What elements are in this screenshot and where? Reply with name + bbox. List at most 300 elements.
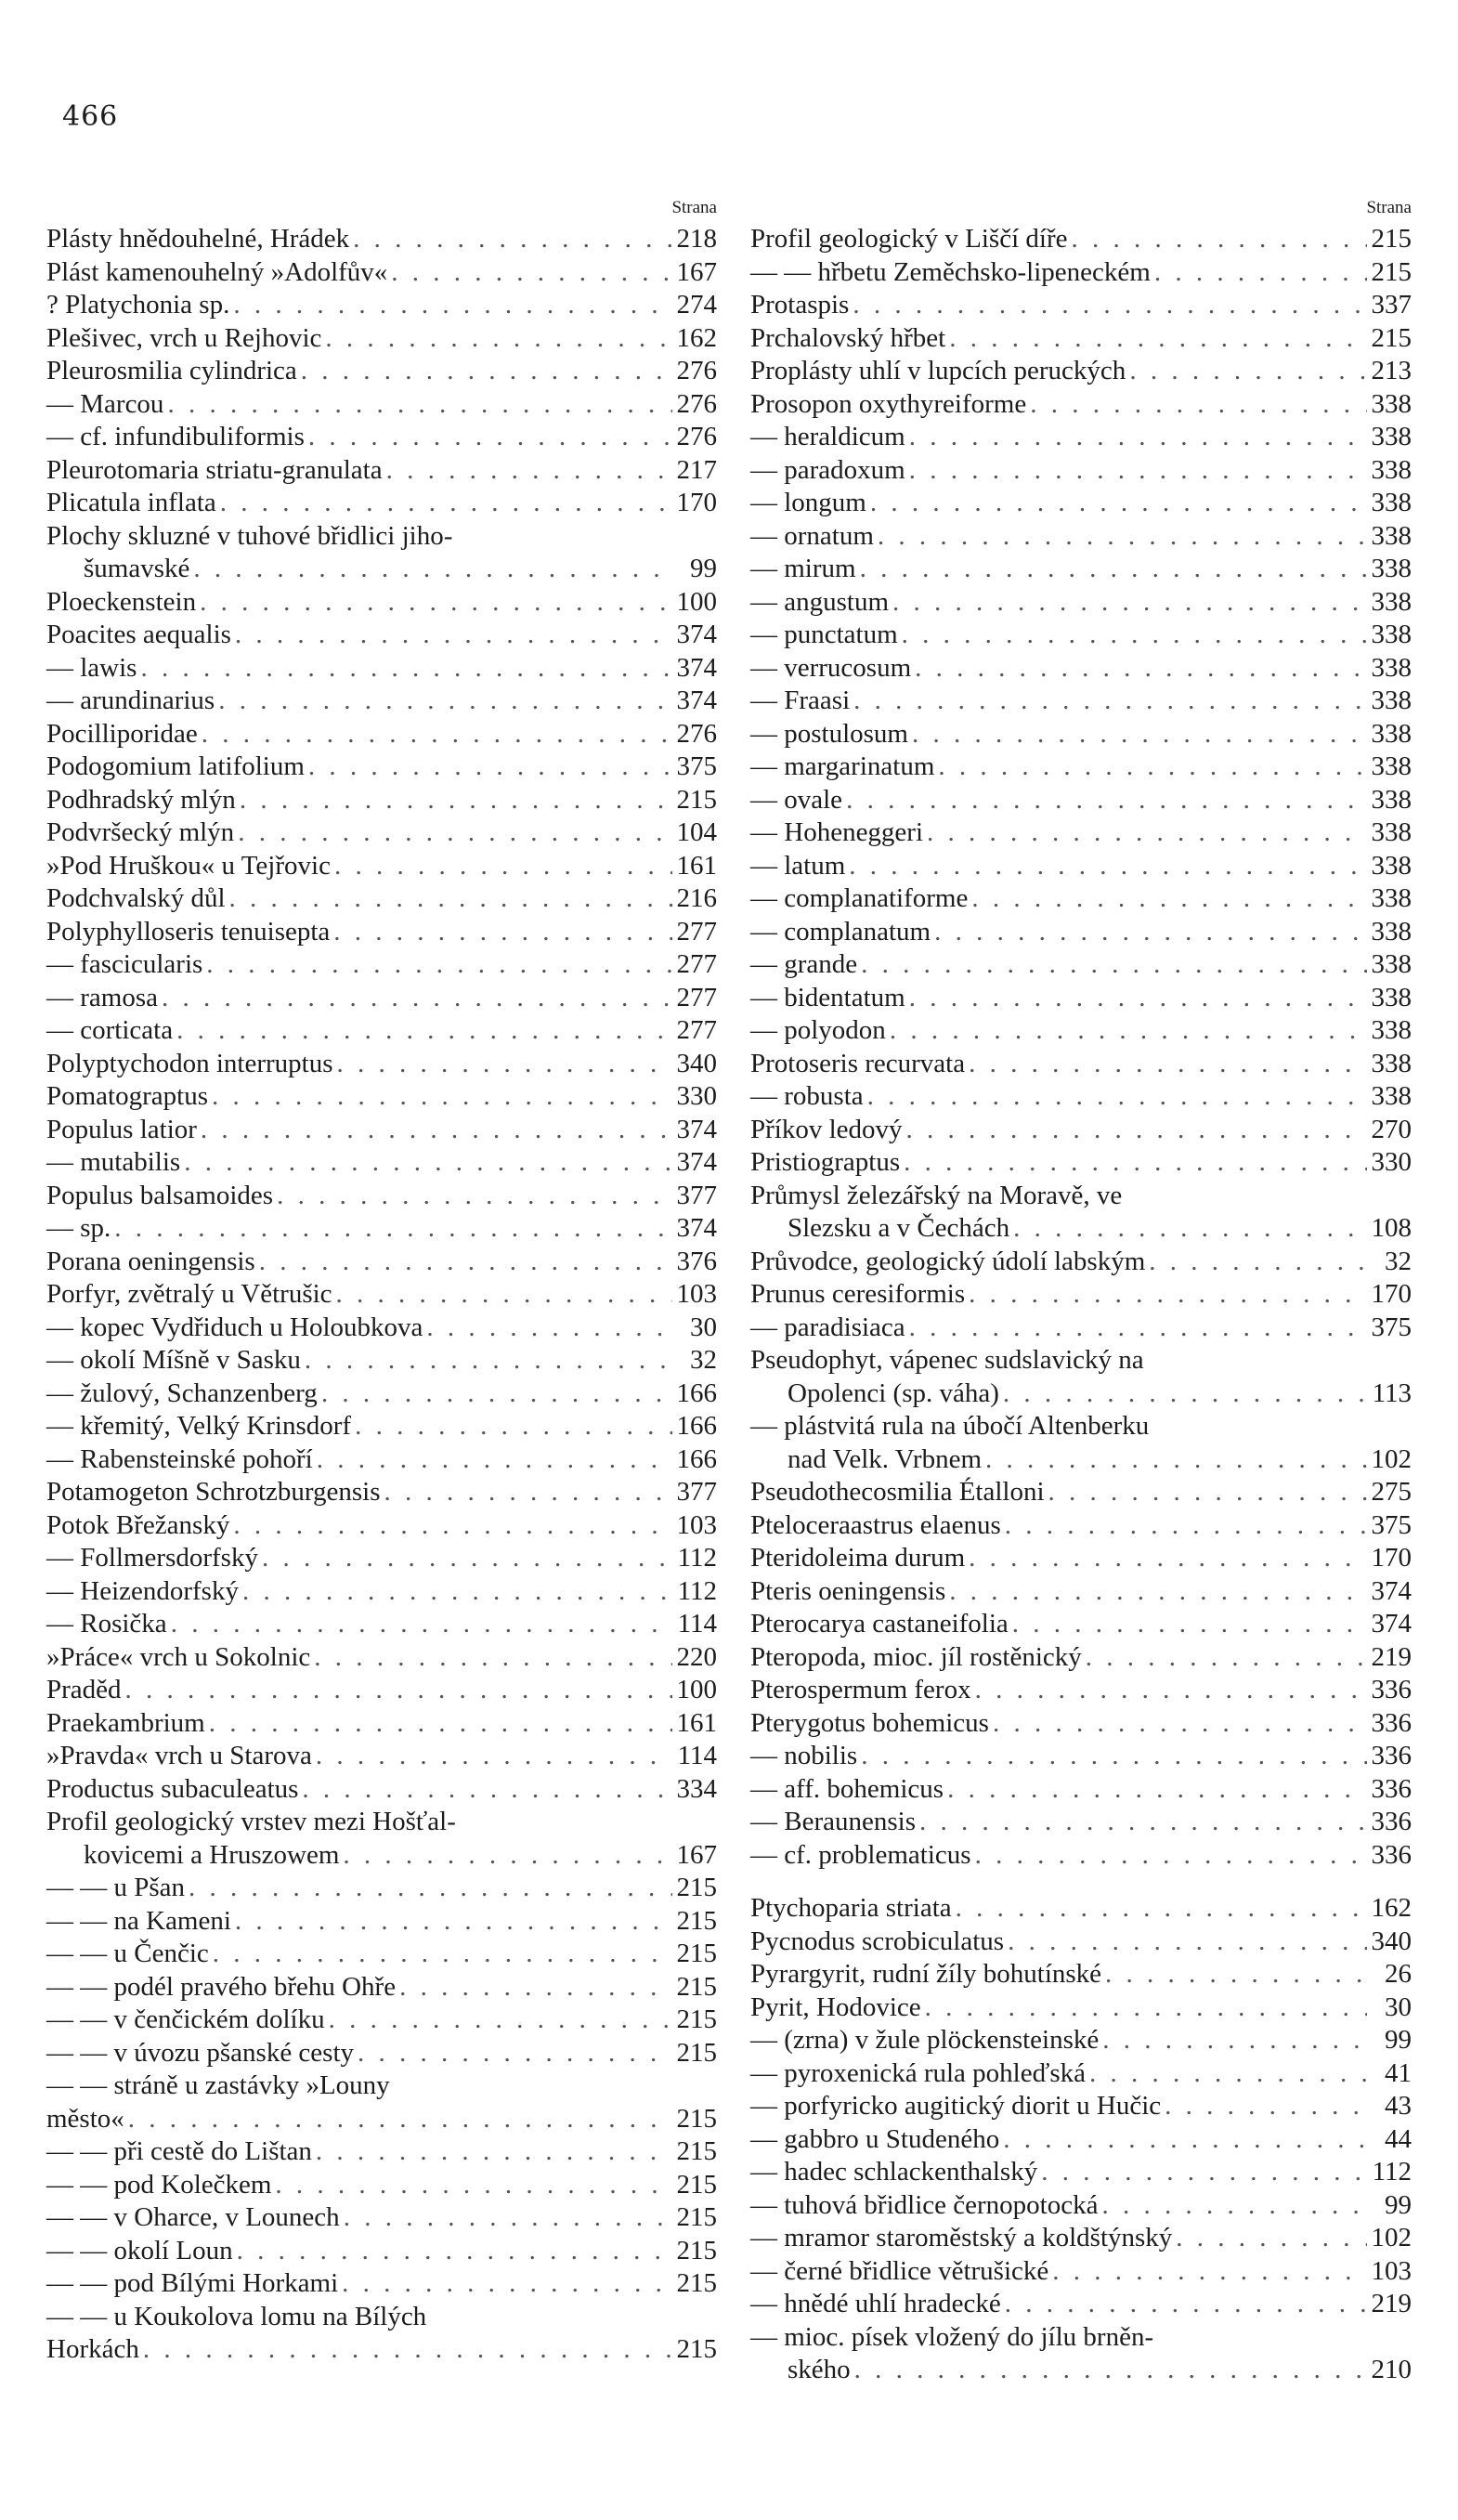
index-entry-label: — — v úvozu pšanské cesty	[46, 2037, 355, 2068]
index-entry	[750, 1542, 1412, 1575]
leader-dots	[905, 982, 1367, 1015]
leader-dots	[905, 421, 1367, 454]
index-entry	[46, 1410, 717, 1443]
index-entry	[46, 1938, 717, 1971]
index-entry	[46, 2235, 717, 2268]
index-entry	[46, 223, 717, 256]
index-entry	[750, 553, 1412, 586]
leader-dots	[911, 652, 1367, 685]
index-entry	[750, 1246, 1412, 1279]
index-entry-label: Průvodce, geologický údolí labským	[750, 1246, 1146, 1276]
index-entry-label: — cf. problematicus	[750, 1839, 971, 1870]
leader-dots	[1001, 2288, 1367, 2321]
index-entry	[750, 1344, 1412, 1378]
index-entry-label: Populus latior	[46, 1114, 197, 1144]
index-entry-label: — Heizendorfský	[46, 1575, 239, 1606]
index-entry-label: — kopec Vydřiduch u Holoubkova	[46, 1312, 423, 1342]
index-entry-page: 166	[676, 1411, 717, 1441]
index-entry-label: Průmysl železářský na Moravě, ve	[750, 1180, 1123, 1210]
index-entry	[46, 1674, 717, 1707]
index-entry-label: Porfyr, zvětralý u Větrušic	[46, 1279, 332, 1309]
index-entry-page: 215	[676, 1905, 717, 1936]
index-entry-label: — corticata	[46, 1015, 174, 1045]
index-entry-page: 112	[677, 1575, 717, 1606]
index-entry-label: Pocilliporidae	[46, 718, 198, 749]
column-header: Strana	[671, 198, 717, 217]
index-entry-label: nad Velk. Vrbnem	[788, 1443, 983, 1474]
index-entry	[46, 1872, 717, 1905]
index-entry-label: Polyptychodon interruptus	[46, 1048, 333, 1078]
index-entry-page: 218	[676, 224, 717, 254]
index-entry-page: 336	[1371, 1707, 1412, 1738]
leader-dots	[310, 1641, 672, 1675]
leader-dots	[349, 223, 672, 256]
index-entry-page: 340	[1371, 1926, 1412, 1956]
index-entry-label: Pleurotomaria striatu-granulata	[46, 454, 383, 485]
index-entry-label: Protoseris recurvata	[750, 1048, 966, 1078]
leader-dots	[258, 1542, 672, 1575]
index-entry	[46, 1146, 717, 1180]
index-entry-label: ? Platychonia sp.	[46, 290, 230, 320]
leader-dots	[952, 1892, 1367, 1926]
leader-dots	[908, 718, 1367, 751]
index-entry-page: 375	[1371, 1312, 1412, 1342]
index-entry-label: — mioc. písek vložený do jílu brněn-	[750, 2321, 1154, 2352]
index-entry-page: 220	[676, 1641, 717, 1672]
index-entry	[750, 1926, 1412, 1959]
index-entry-page: 161	[676, 850, 717, 881]
index-entry	[46, 1806, 717, 1839]
index-entry-label: — bidentatum	[750, 982, 905, 1012]
index-entry	[750, 1773, 1412, 1807]
index-entry-label: — robusta	[750, 1081, 864, 1111]
index-entry-page: 215	[676, 2235, 717, 2265]
leader-dots	[1145, 1246, 1367, 1279]
index-entry	[46, 1344, 717, 1378]
index-entry-label: Populus balsamoides	[46, 1180, 274, 1210]
index-entry	[46, 882, 717, 916]
leader-dots	[850, 685, 1367, 718]
index-entry-page: 337	[1371, 290, 1412, 320]
index-entry-page: 336	[1371, 1773, 1412, 1804]
index-entry-label: Pyrargyrit, rudní žíly bohutínské	[750, 1959, 1102, 1989]
index-entry-label: Podvršecký mlýn	[46, 817, 235, 847]
index-entry-page: 217	[676, 454, 717, 485]
index-entry-page: 166	[676, 1443, 717, 1474]
index-entry-label: — Hoheneggeri	[750, 817, 924, 847]
leader-dots	[273, 1180, 672, 1213]
index-entry-label: Porana oeningensis	[46, 1246, 255, 1276]
index-entry	[750, 1114, 1412, 1147]
index-entry	[46, 2070, 717, 2103]
index-entry-page: 102	[1371, 2223, 1412, 2252]
index-entry-label: — — u Čenčic	[46, 1939, 209, 1968]
index-entry	[750, 718, 1412, 751]
index-entry-label: Praekambrium	[46, 1707, 205, 1738]
index-entry	[750, 1312, 1412, 1345]
index-entry	[750, 1740, 1412, 1773]
leader-dots	[900, 1146, 1367, 1180]
index-entry-page: 102	[1371, 1443, 1412, 1474]
index-entry	[46, 1014, 717, 1048]
index-entry-page: 166	[676, 1378, 717, 1408]
index-entry-label: — Rosička	[46, 1609, 167, 1639]
page-number: 466	[62, 100, 119, 133]
index-entry-page: 338	[1371, 784, 1412, 815]
index-entry	[750, 256, 1412, 290]
index-entry-label: — — v čenčickém dolíku	[46, 2004, 325, 2034]
index-entry-label: — Follmersdorfský	[46, 1543, 258, 1573]
leader-dots	[338, 2267, 672, 2301]
leader-dots	[866, 487, 1367, 520]
leader-dots	[231, 1905, 672, 1939]
index-entry-label: Pseudophyt, vápenec sudslavický na	[750, 1345, 1144, 1375]
index-entry	[46, 652, 717, 685]
leader-dots	[1026, 388, 1367, 422]
index-entry	[750, 586, 1412, 620]
index-entry-page: 276	[676, 356, 717, 385]
index-entry-label: Plešivec, vrch u Rejhovic	[46, 322, 322, 353]
leader-dots	[305, 421, 672, 454]
leader-dots	[965, 1048, 1367, 1081]
index-entry	[46, 454, 717, 488]
index-entry	[46, 289, 717, 322]
index-entry	[46, 487, 717, 520]
leader-dots	[216, 487, 672, 520]
index-entry-page: 276	[676, 388, 717, 419]
index-entry-page: 114	[677, 1609, 717, 1639]
index-entry-label: — okolí Míšně v Sasku	[46, 1345, 301, 1375]
leader-dots	[173, 1014, 672, 1048]
index-entry	[46, 1278, 717, 1312]
index-entry	[46, 1476, 717, 1509]
index-entry-page: 215	[1371, 224, 1412, 254]
index-entry	[750, 1378, 1412, 1411]
index-entry-page: 216	[676, 883, 717, 913]
index-spacer	[750, 1872, 1412, 1892]
index-entry-label: kovicemi a Hruszowem	[84, 1839, 340, 1870]
index-entry	[750, 388, 1412, 422]
index-entry-page: 104	[676, 817, 717, 847]
index-entry-label: Productus subaculeatus	[46, 1773, 299, 1804]
index-entry-page: 338	[1371, 949, 1412, 979]
leader-dots	[231, 619, 672, 652]
index-entry-page: 334	[676, 1773, 717, 1804]
index-entry-page: 275	[1371, 1477, 1412, 1507]
leader-dots	[298, 1773, 672, 1807]
index-entry-page: 338	[1371, 916, 1412, 947]
leader-dots	[923, 816, 1367, 850]
index-entry-page: 338	[1371, 652, 1412, 683]
index-entry-label: — paradoxum	[750, 454, 905, 485]
index-entry-page: 114	[677, 1741, 717, 1770]
leader-dots	[945, 322, 1367, 356]
leader-dots	[905, 1312, 1367, 1345]
index-entry	[46, 1114, 717, 1147]
leader-dots	[137, 652, 672, 685]
leader-dots	[339, 1839, 672, 1873]
leader-dots	[903, 1114, 1367, 1147]
index-list	[750, 223, 1412, 2387]
index-entry-page: 162	[676, 322, 717, 353]
index-entry-label: — — u Koukolova lomu na Bílých	[46, 2301, 427, 2331]
index-entry-page: 377	[676, 1477, 717, 1507]
index-entry	[46, 948, 717, 982]
index-entry	[750, 916, 1412, 949]
index-column-left	[46, 193, 717, 2367]
leader-dots	[1086, 2057, 1367, 2091]
index-entry-page: 336	[1371, 1675, 1412, 1704]
column-header: Strana	[1366, 198, 1412, 217]
index-entry	[46, 1246, 717, 1279]
index-entry	[750, 2024, 1412, 2057]
index-entry	[46, 1443, 717, 1477]
leader-dots	[139, 2333, 672, 2367]
index-entry-label: — hnědé uhlí hradecké	[750, 2289, 1001, 2318]
index-entry-label: — sp.	[46, 1213, 111, 1243]
index-entry-page: 100	[676, 1675, 717, 1704]
index-entry-label: — — na Kameni	[46, 1905, 231, 1936]
index-entry-page: 330	[676, 1081, 717, 1111]
index-entry-label: šumavské	[84, 554, 190, 583]
index-entry-label: Prchalovský hřbet	[750, 322, 946, 353]
index-entry	[750, 1048, 1412, 1081]
leader-dots	[197, 1114, 672, 1147]
index-entry-page: 30	[1385, 1991, 1412, 2022]
leader-dots	[999, 1378, 1367, 1411]
index-entry-label: — porfyricko augitický diorit u Hučic	[750, 2091, 1162, 2121]
index-entry-page: 215	[676, 1873, 717, 1902]
index-entry-label: — žulový, Schanzenberg	[46, 1378, 318, 1408]
index-entry-label: — punctatum	[750, 620, 898, 649]
index-entry-page: 215	[676, 1939, 717, 1968]
leader-dots	[396, 1971, 672, 2004]
leader-dots	[857, 1740, 1367, 1773]
index-entry-label: — — hřbetu Zeměchsko-lipeneckém	[750, 256, 1151, 287]
index-entry-page: 30	[690, 1312, 717, 1342]
leader-dots	[916, 1806, 1367, 1839]
index-entry-label: Podchvalský důl	[46, 883, 226, 913]
index-entry-page: 215	[676, 2202, 717, 2232]
index-entry-label: — hadec schlackenthalský	[750, 2157, 1038, 2187]
leader-dots	[864, 1080, 1367, 1114]
index-entry-page: 210	[1371, 2355, 1412, 2384]
index-entry-label: — margarinatum	[750, 751, 935, 781]
index-entry-page: 215	[1371, 256, 1412, 287]
index-entry	[750, 751, 1412, 784]
index-entry-label: Horkách	[46, 2334, 139, 2364]
index-entry-page: 375	[1371, 1509, 1412, 1540]
index-entry-label: — Fraasi	[750, 685, 851, 715]
leader-dots	[944, 1773, 1367, 1807]
index-entry	[46, 1509, 717, 1543]
index-entry	[750, 2090, 1412, 2123]
index-entry-label: Opolenci (sp. váha)	[788, 1378, 999, 1408]
index-entry	[46, 718, 717, 751]
index-entry	[750, 619, 1412, 652]
index-entry-label: — tuhová břidlice černopotocká	[750, 2189, 1099, 2220]
index-entry	[46, 1641, 717, 1675]
index-entry	[750, 1014, 1412, 1048]
index-entry-label: — pyroxenická rula pohleďská	[750, 2057, 1086, 2088]
index-entry-label: — mramor staroměstský a koldštýnský	[750, 2223, 1173, 2252]
index-entry	[46, 1773, 717, 1807]
leader-dots	[1009, 1608, 1367, 1641]
leader-dots	[202, 948, 672, 982]
index-entry	[750, 1443, 1412, 1477]
index-entry-page: 215	[676, 2169, 717, 2200]
index-entry-label: — plástvitá rula na úbočí Altenberku	[750, 1411, 1150, 1441]
leader-dots	[271, 2169, 672, 2202]
index-entry	[750, 784, 1412, 817]
leader-dots	[234, 816, 672, 850]
index-entry	[46, 256, 717, 290]
index-entry	[750, 1080, 1412, 1114]
leader-dots	[239, 1575, 672, 1609]
index-entry-label: Příkov ledový	[750, 1114, 903, 1144]
index-entry-label: ského	[788, 2355, 851, 2384]
index-entry	[750, 1575, 1412, 1609]
leader-dots	[842, 784, 1367, 817]
index-entry-page: 338	[1371, 1015, 1412, 1045]
leader-dots	[158, 982, 672, 1015]
index-entry-page: 338	[1371, 586, 1412, 617]
index-entry-label: Pycnodus scrobiculatus	[750, 1926, 1005, 1956]
index-entry-label: Pteris oeningensis	[750, 1575, 946, 1606]
index-entry-label: Pseudothecosmilia Étalloni	[750, 1477, 1045, 1507]
index-entry	[46, 421, 717, 454]
index-entry	[46, 355, 717, 388]
index-entry-page: 112	[677, 1543, 717, 1573]
index-entry-label: — ramosa	[46, 982, 158, 1012]
index-entry-label: město«	[46, 2103, 124, 2134]
index-entry	[46, 1608, 717, 1641]
index-entry-label: — Beraunensis	[750, 1807, 916, 1836]
leader-dots	[185, 1872, 672, 1905]
index-entry-page: 340	[676, 1048, 717, 1078]
index-entry-page: 215	[676, 2136, 717, 2166]
index-entry-page: 338	[1371, 388, 1412, 419]
index-entry	[750, 652, 1412, 685]
index-entry-label: »Pravda« vrch u Starova	[46, 1741, 312, 1770]
index-entry	[750, 2321, 1412, 2355]
index-entry	[46, 1707, 717, 1741]
index-entry-page: 338	[1371, 883, 1412, 913]
index-entry	[750, 816, 1412, 850]
index-entry	[750, 2156, 1412, 2189]
index-entry-label: — complanatum	[750, 916, 931, 947]
index-entry-page: 103	[1371, 2255, 1412, 2286]
leader-dots	[122, 1674, 672, 1707]
index-entry	[750, 1608, 1412, 1641]
index-entry-label: Proplásty uhlí v lupcích peruckých	[750, 356, 1126, 385]
leader-dots	[312, 1740, 672, 1773]
index-entry-page: 374	[676, 620, 717, 649]
index-entry-label: — — pod Kolečkem	[46, 2169, 272, 2200]
index-list	[46, 223, 717, 2367]
index-entry	[750, 2288, 1412, 2321]
index-entry-label: — nobilis	[750, 1741, 858, 1770]
index-entry	[750, 685, 1412, 718]
leader-dots	[387, 256, 672, 290]
leader-dots	[1004, 1926, 1367, 1959]
leader-dots	[167, 1608, 672, 1641]
index-entry-page: 336	[1371, 1807, 1412, 1836]
index-entry-page: 99	[690, 554, 717, 583]
index-entry-page: 330	[1371, 1147, 1412, 1177]
index-entry-page: 377	[676, 1180, 717, 1210]
index-entry	[750, 2354, 1412, 2387]
index-entry-label: Prosopon oxythyreiforme	[750, 388, 1027, 419]
index-entry-label: Polyphylloseris tenuisepta	[46, 916, 331, 947]
index-entry-label: — paradisiaca	[750, 1312, 905, 1342]
index-entry	[750, 2057, 1412, 2091]
leader-dots	[312, 2135, 672, 2169]
index-entry-label: — aff. bohemicus	[750, 1773, 944, 1804]
index-entry-page: 338	[1371, 718, 1412, 749]
leader-dots	[255, 1246, 672, 1279]
index-entry-page: 213	[1371, 356, 1412, 385]
index-entry	[46, 2201, 717, 2235]
index-entry-page: 41	[1385, 2057, 1412, 2088]
index-entry-label: Potok Břežanský	[46, 1509, 230, 1540]
index-entry	[46, 322, 717, 356]
index-entry	[750, 2123, 1412, 2157]
index-entry	[750, 520, 1412, 554]
index-entry	[46, 1048, 717, 1081]
leader-dots	[297, 355, 672, 388]
index-entry-page: 215	[676, 2268, 717, 2298]
index-entry-label: — fascicularis	[46, 949, 203, 979]
index-entry-page: 170	[1371, 1279, 1412, 1309]
index-entry-label: Pterocarya castaneifolia	[750, 1609, 1009, 1639]
index-entry	[46, 1312, 717, 1345]
index-entry	[750, 882, 1412, 916]
index-entry-label: — complanatiforme	[750, 883, 969, 913]
index-entry-page: 215	[676, 2037, 717, 2068]
index-entry	[750, 2255, 1412, 2289]
index-entry-page: 338	[1371, 454, 1412, 485]
leader-dots	[945, 1575, 1367, 1609]
index-entry-label: — — pod Bílými Horkami	[46, 2268, 339, 2298]
index-entry-page: 167	[676, 1839, 717, 1870]
index-entry-label: — ovale	[750, 784, 843, 815]
index-entry-label: — latum	[750, 850, 846, 881]
index-entry-label: — cf. infundibuliformis	[46, 422, 305, 451]
index-entry	[750, 355, 1412, 388]
index-entry	[46, 1971, 717, 2004]
index-entry-label: Ptychoparia striata	[750, 1893, 952, 1923]
index-entry	[750, 2189, 1412, 2223]
index-entry	[750, 1839, 1412, 1873]
index-entry	[46, 2267, 717, 2301]
leader-dots	[229, 289, 672, 322]
index-entry	[46, 784, 717, 817]
index-entry-label: Pyrit, Hodovice	[750, 1991, 921, 2022]
index-entry-page: 170	[1371, 1543, 1412, 1573]
index-entry-label: — grande	[750, 949, 858, 979]
index-entry-page: 215	[1371, 322, 1412, 353]
index-entry-label: — longum	[750, 488, 866, 517]
leader-dots	[965, 1542, 1367, 1575]
index-entry-page: 374	[676, 1213, 717, 1243]
index-entry-label: — — stráně u zastávky »Louny	[46, 2070, 390, 2100]
index-entry-page: 375	[676, 751, 717, 781]
leader-dots	[325, 2004, 672, 2037]
index-entry	[750, 1958, 1412, 1991]
index-entry	[46, 1575, 717, 1609]
index-entry-page: 338	[1371, 1081, 1412, 1111]
